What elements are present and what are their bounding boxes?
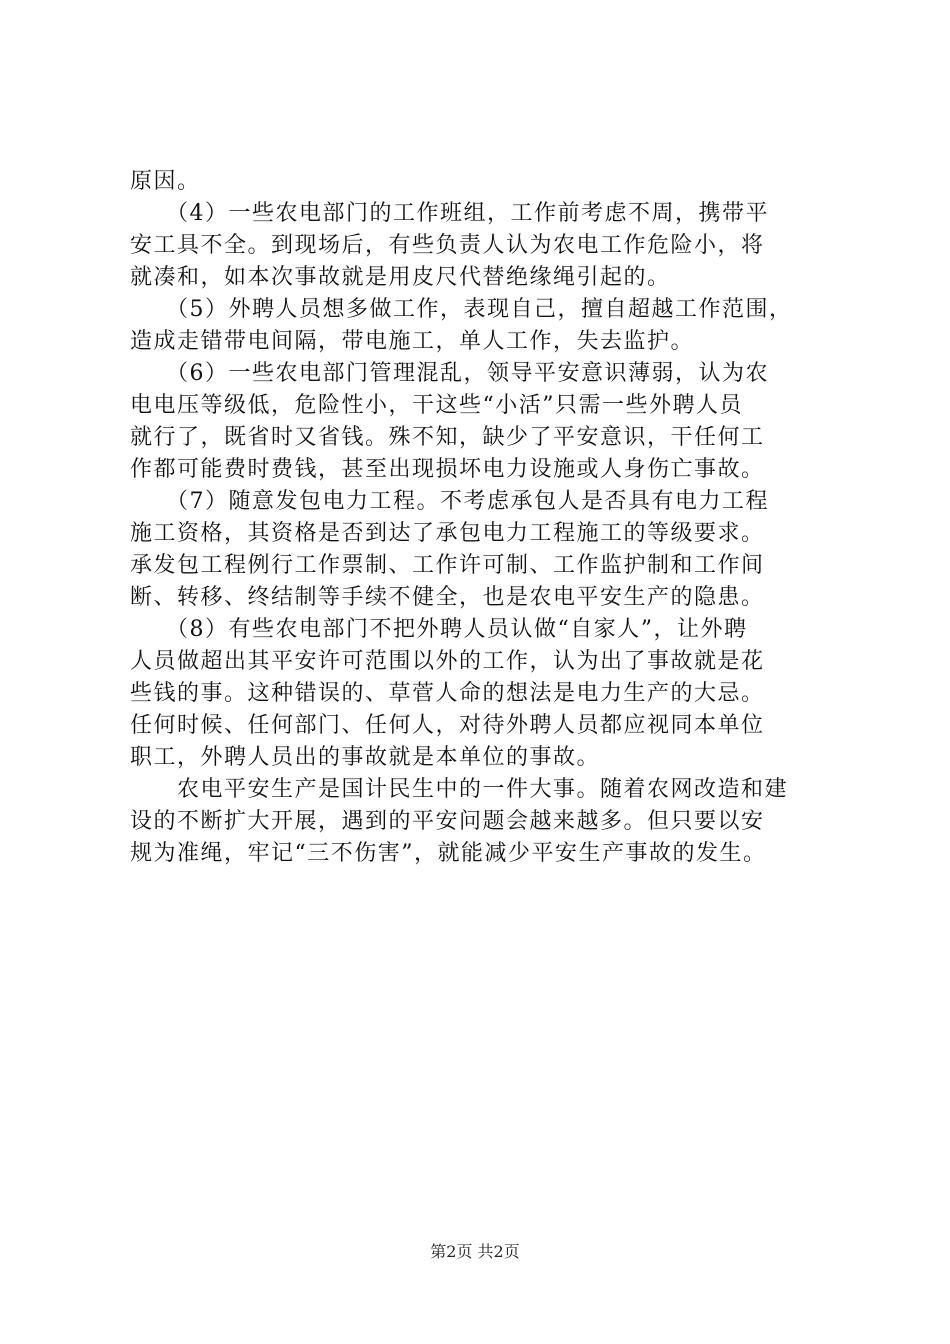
- document-body: [130, 166, 830, 870]
- text-line: 电电压等级低，危险性小，干这些“小活”只需一些外聘人员: [130, 393, 743, 418]
- text-line: 造成走错带电间隔，带电施工，单人工作，失去监护。: [130, 329, 695, 354]
- text-line: 作都可能费时费钱，甚至出现损坏电力设施或人身伤亡事故。: [130, 457, 765, 482]
- text-line: 安工具不全。到现场后，有些负责人认为农电工作危险小，将: [130, 233, 765, 258]
- text-line: （8）有些农电部门不把外聘人员认做“自家人”，让外聘: [130, 617, 748, 642]
- text-line: 农电平安生产是国计民生中的一件大事。随着农网改造和建: [130, 777, 789, 802]
- text-line: （5）外聘人员想多做工作，表现自己，擅自超越工作范围，: [130, 297, 793, 322]
- text-line: 设的不断扩大开展，遇到的平安问题会越来越多。但只要以安: [130, 809, 765, 834]
- text-line: 些钱的事。这种错误的、草菅人命的想法是电力生产的大忌。: [130, 681, 765, 706]
- text-line: 承发包工程例行工作票制、工作许可制、工作监护制和工作间: [130, 553, 765, 578]
- text-line: 断、转移、终结制等手续不健全，也是农电平安生产的隐患。: [130, 585, 765, 610]
- page-footer: 第2页 共2页: [430, 1242, 520, 1261]
- text-line: 任何时候、任何部门、任何人，对待外聘人员都应视同本单位: [130, 713, 765, 738]
- text-line: 就凑和，如本次事故就是用皮尺代替绝缘绳引起的。: [130, 265, 671, 290]
- text-line: （4）一些农电部门的工作班组，工作前考虑不周，携带平: [130, 201, 769, 226]
- text-line: （7）随意发包电力工程。不考虑承包人是否具有电力工程: [130, 489, 769, 514]
- text-line: 就行了，既省时又省钱。殊不知，缺少了平安意识，干任何工: [130, 425, 765, 450]
- text-line: 职工，外聘人员出的事故就是本单位的事故。: [130, 745, 601, 770]
- text-line: 施工资格，其资格是否到达了承包电力工程施工的等级要求。: [130, 521, 765, 546]
- text-line: 规为准绳，牢记“三不伤害”，就能减少平安生产事故的发生。: [130, 841, 767, 866]
- text-line: 人员做超出其平安许可范围以外的工作，认为出了事故就是花: [130, 649, 765, 674]
- text-line: （6）一些农电部门管理混乱，领导平安意识薄弱，认为农: [130, 361, 769, 386]
- text-line: 原因。: [130, 169, 201, 194]
